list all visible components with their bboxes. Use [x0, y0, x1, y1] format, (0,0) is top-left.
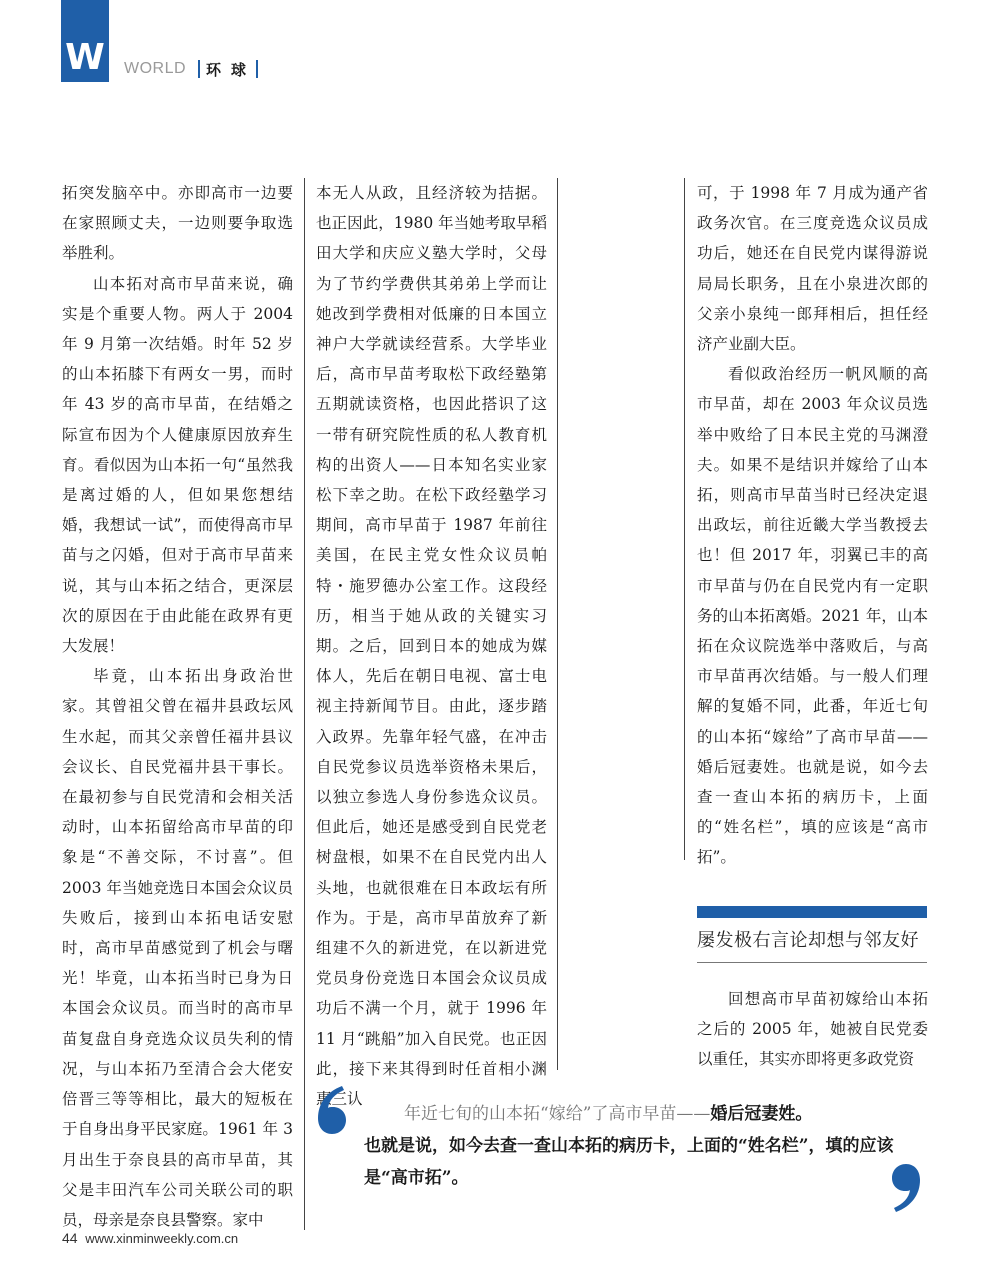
paragraph: 看似政治经历一帆风顺的高市早苗，却在 2003 年众议员选举中败给了日本民主党的马渊澄夫。如果不是结识并嫁给了山本拓，则高市早苗当时已经决定退出政坛，前往近畿大学当教授去也！但 2017 年，羽翼已丰的高市早苗与仍在自民党内有一定职务的山本拓离婚。2021 年，山本拓在众议院选举中落败后，与高市早苗再次结婚。与一般人们理解的复婚不同，此番，年近七旬的山本拓“嫁给”了高市早苗——婚后冠妻姓。也就是说，如今去查一查山本拓的病历卡，上面的“姓名栏”，填的应该是“高市拓”。 [697, 365, 928, 867]
section-heading-bar [697, 906, 927, 918]
magazine-logo-w: W [61, 0, 109, 82]
paragraph: 山本拓对高市早苗来说，确实是个重要人物。两人于 2004 年 9 月第一次结婚。时年 52 岁的山本拓膝下有两女一男，而时年 43 岁的高市早苗，在结婚之际宣布因为个人健康原因放弃生育。看似因为山本拓一句“虽然我是离过婚的人，但如果您想结婚，我想试一试”，而使得高市早苗与之闪婚，但对于高市早苗来说，其与山本拓之结合，更深层次的原因在于由此能在政界有更大发展！ [62, 274, 293, 656]
page-footer [62, 1230, 238, 1246]
paragraph: 拓突发脑卒中。亦即高市一边要在家照顾丈夫，一边则要争取选举胜利。 [62, 184, 293, 263]
website-url: www.xinminweekly.com.cn [85, 1231, 239, 1246]
pull-quote-body: 也就是说，如今去查一查山本拓的病历卡，上面的“姓名栏”，填的应该是“高市拓”。 [364, 1136, 894, 1188]
pull-quote-emphasis: 婚后冠妻姓。 [710, 1104, 813, 1124]
section-heading-rule [697, 962, 927, 963]
article-column-1 [62, 178, 293, 1228]
page-number: 44 [62, 1230, 78, 1246]
section-label-en: WORLD [124, 60, 187, 77]
section-divider-right [256, 60, 258, 78]
paragraph: 可，于 1998 年 7 月成为通产省政务次官。在三度竞选众议员成功后，她还在自民党内谋得游说局局长职务，且在小泉进次郎的父亲小泉纯一郎拜相后，担任经济产业副大臣。 [697, 184, 928, 354]
section-heading: 屡发极右言论却想与邻友好 [697, 930, 919, 951]
article-column-3-bottom [697, 984, 928, 1074]
article-column-2 [316, 178, 547, 1109]
paragraph: 本无人从政，且经济较为拮据。也正因此，1980 年当她考取早稻田大学和庆应义塾大学时，父母为了节约学费供其弟弟上学而让她改到学费相对低廉的日本国立神户大学就读经营系。大学毕业后，高市早苗考取松下政经塾第五期就读资格，也因此搭识了这一带有研究院性质的私人教育机构的出资人——日本知名实业家松下幸之助。在松下政经塾学习期间，高市早苗于 1987 年前往美国，在民主党女性众议员帕特・施罗德办公室工作。这段经历，相当于她从政的关键实习期。之后，回到日本的她成为媒体人，先后在朝日电视、富士电视主持新闻节目。由此，逐步踏入政界。先靠年轻气盛，在冲击自民党参议员选举资格未果后，以独立参选人身份参选众议员。但此后，她还是感受到自民党老树盘根，如果不在自民党内出人头地，也就很难在日本政坛有所作为。于是，高市早苗放弃了新组建不久的新进党，在以新进党党员身份竞选日本国会众议员成功后不满一个月，就于 1996 年 11 月“跳船”加入自民党。也正因此，接下来其得到时任首相小渊惠三认 [316, 184, 547, 1109]
section-divider-left [198, 60, 200, 78]
article-column-3-top [697, 178, 928, 867]
pull-quote [364, 1098, 904, 1194]
close-quote-icon [886, 1160, 926, 1216]
column-divider [304, 178, 305, 1230]
open-quote-icon [312, 1082, 352, 1138]
paragraph: 毕竟，山本拓出身政治世家。其曾祖父曾在福井县政坛风生水起，而其父亲曾任福井县议会议长、自民党福井县干事长。在最初参与自民党清和会相关活动时，山本拓留给高市早苗的印象是“不善交际，不讨喜”。但 2003 年当她竞选日本国会众议员失败后，接到山本拓电话安慰时，高市早苗感觉到了机会与曙光！毕竟，山本拓当时已身为日本国会众议员。而当时的高市早苗复盘自身竞选众议员失利的情况，与山本拓乃至清合会大佬安倍晋三等等相比，最大的短板在于自身出身平民家庭。1961 年 3 月出生于奈良县的高市早苗，其父是丰田汽车公司关联公司的职员，母亲是奈良县警察。家中 [62, 667, 293, 1229]
section-label-cn: 环球 [206, 61, 257, 79]
column-divider [557, 178, 558, 1070]
column-divider [684, 178, 685, 860]
paragraph: 回想高市早苗初嫁给山本拓之后的 2005 年，她被自民党委以重任，其实亦即将更多政党资 [697, 990, 928, 1069]
pull-quote-lead: 年近七旬的山本拓“嫁给”了高市早苗—— [404, 1104, 711, 1124]
